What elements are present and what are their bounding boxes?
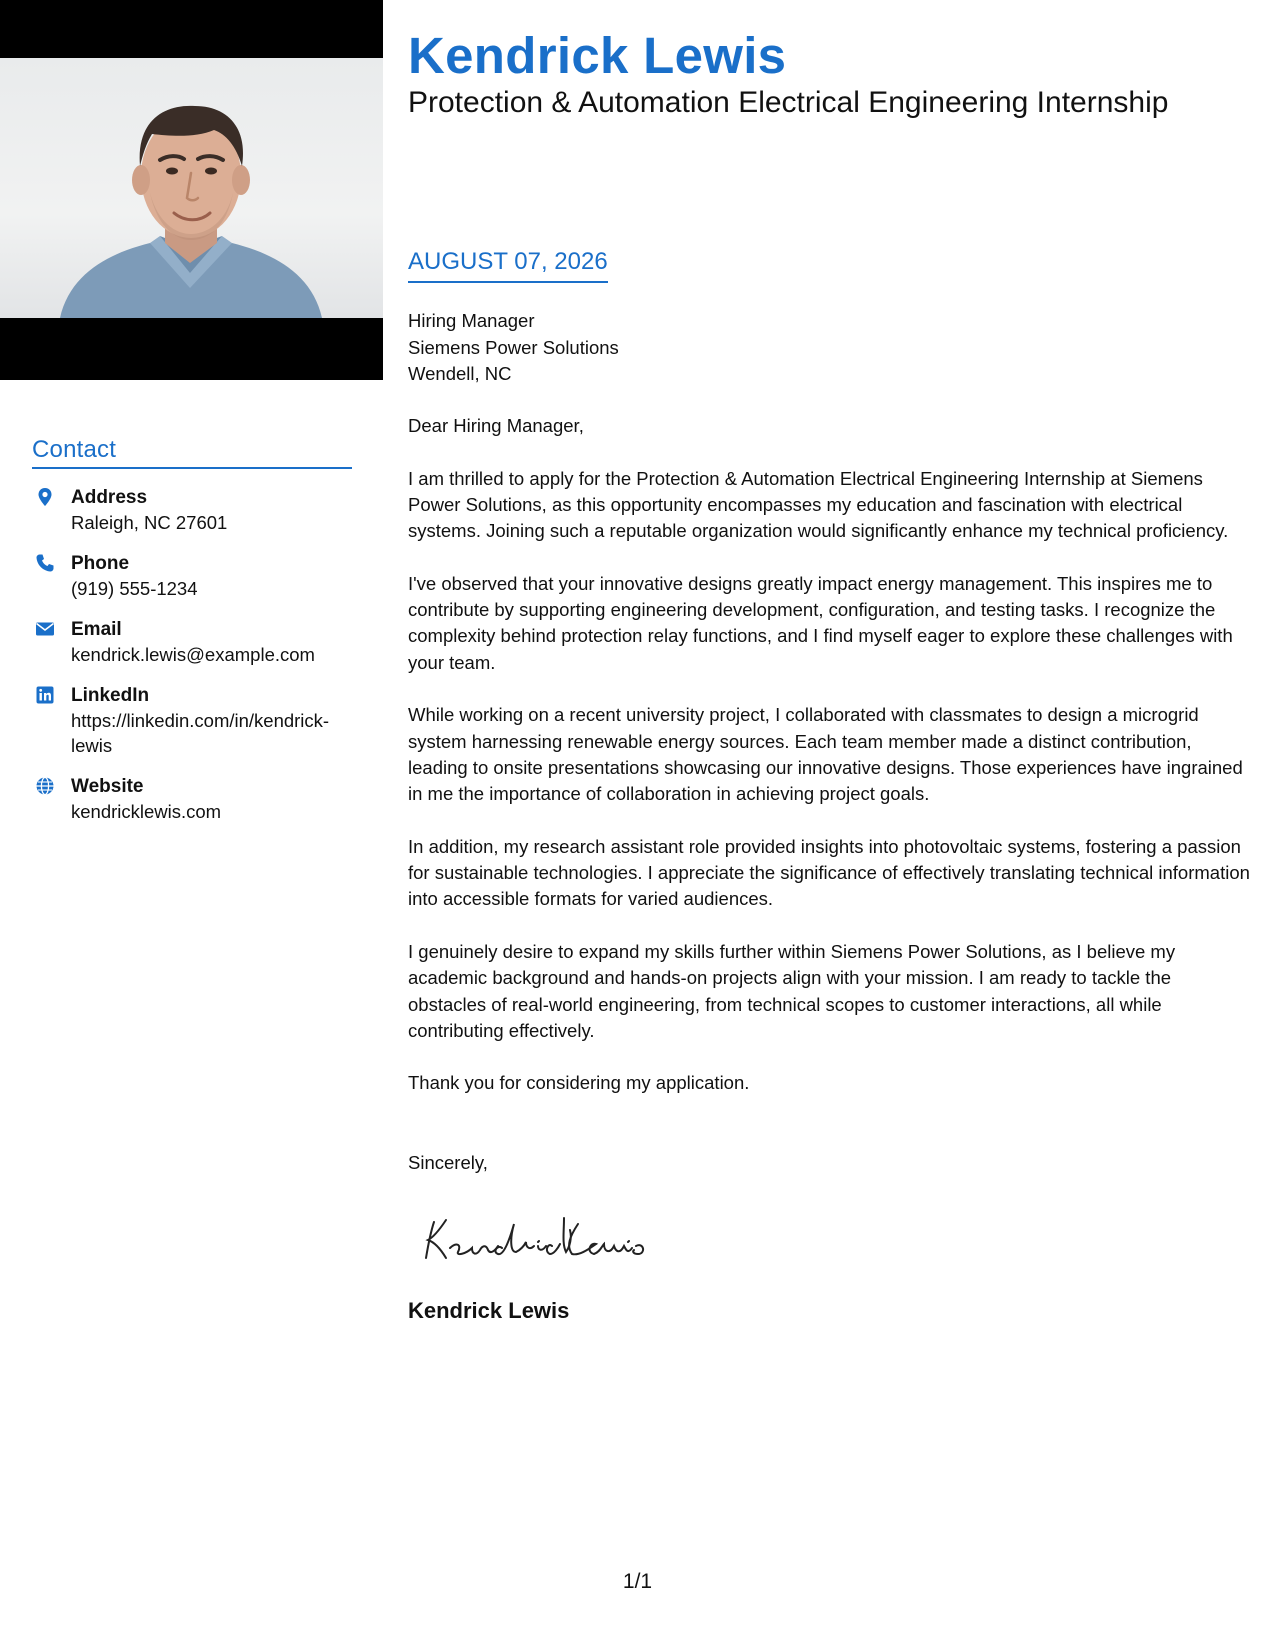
paragraph: I genuinely desire to expand my skills further within Siemens Power Solutions, as I believe my academic background and hands-on projects align with your mission. I am ready to tackle the obstacles of real-world engineering, from technical scopes to customer interactions, all while contributing effectively. bbox=[408, 940, 1176, 1041]
paragraph: In addition, my research assistant role provided insights into photovoltaic systems, fostering a passion for sustainable technologies. I appreciate the significance of effectively translating technical information into accessible formats for varied audiences. bbox=[408, 835, 1250, 910]
paragraph: Thank you for considering my application. bbox=[408, 1072, 750, 1094]
contact-linkedin bbox=[32, 683, 352, 758]
photo-frame bbox=[0, 58, 383, 318]
handwritten-signature bbox=[420, 1208, 660, 1273]
contact-email bbox=[32, 617, 352, 667]
contact-label: LinkedIn bbox=[71, 685, 150, 706]
signed-name: Kendrick Lewis bbox=[408, 1298, 570, 1323]
recipient-block bbox=[408, 308, 619, 388]
contact-phone bbox=[32, 551, 352, 601]
paragraph: While working on a recent university project, I collaborated with classmates to design a microgrid system harnessing renewable energy sources. Each team member made a distinct contribution, leading to onsite presentations showcasing our innovative designs. Those experiences have ingrained in me the importance of collaboration in achieving project goals. bbox=[408, 704, 1243, 805]
profile-photo bbox=[0, 0, 383, 380]
recipient-title: Hiring Manager bbox=[408, 310, 535, 331]
website-link[interactable]: kendricklewis.com bbox=[71, 801, 222, 822]
linkedin-link[interactable]: https://linkedin.com/in/kendrick-lewis bbox=[71, 710, 330, 756]
contact-label: Address bbox=[71, 487, 148, 508]
letter-body bbox=[408, 413, 1253, 1123]
location-pin-icon bbox=[35, 487, 55, 507]
contact-address bbox=[32, 485, 352, 535]
contact-section bbox=[32, 436, 352, 824]
address-value: Raleigh, NC 27601 bbox=[71, 512, 228, 533]
letter-date: AUGUST 07, 2026 bbox=[408, 248, 608, 283]
contact-label: Email bbox=[71, 619, 122, 640]
contact-label: Website bbox=[71, 776, 144, 797]
recipient-location: Wendell, NC bbox=[408, 363, 512, 384]
job-title: Protection & Automation Electrical Engineering Internship bbox=[408, 86, 1169, 119]
contact-label: Phone bbox=[71, 553, 130, 574]
signature-image bbox=[420, 1208, 660, 1268]
page-number: 1/1 bbox=[622, 1570, 653, 1593]
globe-icon bbox=[35, 776, 55, 796]
phone-value: (919) 555-1234 bbox=[71, 578, 198, 599]
recipient-company: Siemens Power Solutions bbox=[408, 336, 619, 358]
email-link[interactable]: kendrick.lewis@example.com bbox=[71, 644, 315, 665]
salutation: Dear Hiring Manager, bbox=[408, 415, 584, 436]
linkedin-icon bbox=[35, 685, 55, 705]
phone-icon bbox=[35, 553, 55, 573]
closing: Sincerely, bbox=[408, 1152, 488, 1173]
contact-website bbox=[32, 774, 352, 824]
contact-heading: Contact bbox=[32, 436, 352, 469]
portrait-illustration bbox=[0, 58, 383, 318]
paragraph: I've observed that your innovative designs greatly impact energy management. This inspires me to contribute by supporting engineering development, configuration, and testing tasks. I recognize the complexity behind protection relay functions, and I find myself eager to explore these challenges with your team. bbox=[408, 572, 1233, 673]
applicant-name: Kendrick Lewis bbox=[408, 27, 787, 84]
envelope-icon bbox=[35, 619, 55, 639]
paragraph: I am thrilled to apply for the Protection & Automation Electrical Engineering Internship at Siemens Power Solutions, as this opportunity encompasses my education and fascination with electrical systems. Joining such a reputable organization would significantly enhance my technical proficiency. bbox=[408, 467, 1229, 542]
